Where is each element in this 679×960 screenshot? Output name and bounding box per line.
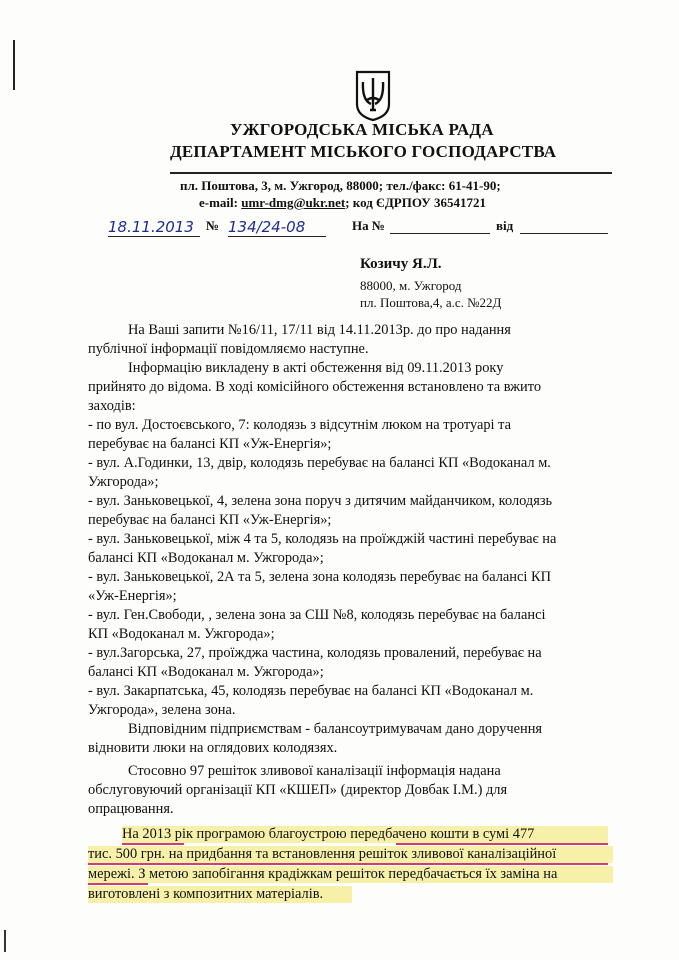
recipient-name: Козичу Я.Л. [360,256,442,272]
ref-no-label: На № [352,218,385,233]
body-line: «Уж-Енергія»; [88,588,177,604]
body-line: публічної інформації повідомляємо наступне. [88,341,369,357]
ref-no-field [390,218,490,238]
body-line: - вул. Ген.Свободи, , зелена зона за СШ №8, колодязь перебуває на балансі [88,607,546,623]
body-line: перебуває на балансі КП «Уж-Енергія»; [88,436,332,452]
address-line: пл. Поштова, 3, м. Ужгород, 88000; тел./факс: 61-41-90; [180,178,501,193]
underline-mark [88,883,148,885]
registry-code: ; код ЄДРПОУ 36541721 [345,195,487,210]
department-name: ДЕПАРТАМЕНТ МІСЬКОГО ГОСПОДАРСТВА [170,142,557,161]
header-divider [170,172,612,174]
reg-date-field [108,218,200,237]
underline-mark [396,843,608,845]
council-name: УЖГОРОДСЬКА МІСЬКА РАДА [230,120,494,139]
email-line [199,195,486,211]
body-line: - вул. Заньковецької, між 4 та 5, колодязь на проїжджій частині перебуває на [88,531,557,547]
body-line: - вул.Загорська, 27, проїжджа частина, колодязь провалений, перебуває на [88,645,542,661]
recipient-city: 88000, м. Ужгород [360,278,462,293]
highlighted-line: На 2013 рік програмою благоустрою передбачено кошти в сумі 477 [122,826,608,843]
trident-emblem-icon [353,70,393,122]
body-line: заходів: [88,398,136,414]
body-line: перебуває на балансі КП «Уж-Енергія»; [88,512,332,528]
reg-no-label: № [206,218,220,233]
underline-mark [88,863,608,865]
email-prefix: e-mail: [199,195,242,210]
ref-from-label: від [496,218,514,233]
recipient-address: пл. Поштова,4, а.с. №22Д [360,295,502,310]
underline-mark [122,843,184,845]
body-line: Ужгорода»; [88,474,159,490]
reg-date: 18.11.2013 [108,218,200,237]
highlighted-line: мережі. З метою запобігання крадіжкам решіток передбачається їх заміна на [88,866,613,883]
body-line: - вул. Закарпатська, 45, колодязь перебуває на балансі КП «Водоканал м. [88,683,534,699]
body-line: - вул. Заньковецької, 2А та 5, зелена зона колодязь перебуває на балансі КП [88,569,551,585]
body-line: відновити люки на оглядових колодязях. [88,740,338,756]
ref-from-field [520,218,608,238]
body-line: Ужгорода», зелена зона. [88,702,236,718]
body-line: обслуговуючий організації КП «КШЕП» (директор Довбак І.М.) для [88,782,508,798]
body-line: - по вул. Достоєвського, 7: колодязь з відсутнім люком на тротуарі та [88,417,511,433]
margin-mark-bottom [4,930,6,952]
highlighted-line: тис. 500 грн. на придбання та встановлення решіток зливової каналізаційної [88,846,613,863]
body-line: - вул. А.Годинки, 13, двір, колодязь перебуває на балансі КП «Водоканал м. [88,455,551,471]
body-line: балансі КП «Водоканал м. Ужгорода»; [88,550,324,566]
body-line: балансі КП «Водоканал м. Ужгорода»; [88,664,324,680]
reg-number-field [228,218,326,237]
body-line: Інформацію викладену в акті обстеження від 09.11.2013 року [128,360,504,376]
body-line: Відповідним підприємствам - балансоутримувачам дано доручення [128,721,543,737]
reg-number: 134/24-08 [228,218,326,237]
highlighted-line: виготовлені з композитних матеріалів. [88,886,352,903]
body-line: - вул. Заньковецької, 4, зелена зона поруч з дитячим майданчиком, колодязь [88,493,553,509]
body-line: КП «Водоканал м. Ужгорода»; [88,626,275,642]
body-line: Стосовно 97 решіток зливової каналізації інформація надана [128,763,501,779]
body-line: На Ваші запити №16/11, 17/11 від 14.11.2013р. до про надання [128,322,511,338]
body-line: прийнято до відома. В ході комісійного обстеження встановлено та вжито [88,379,542,395]
body-line: опрацювання. [88,801,174,817]
margin-mark [13,40,15,90]
email-address: umr-dmg@ukr.net [241,195,346,210]
